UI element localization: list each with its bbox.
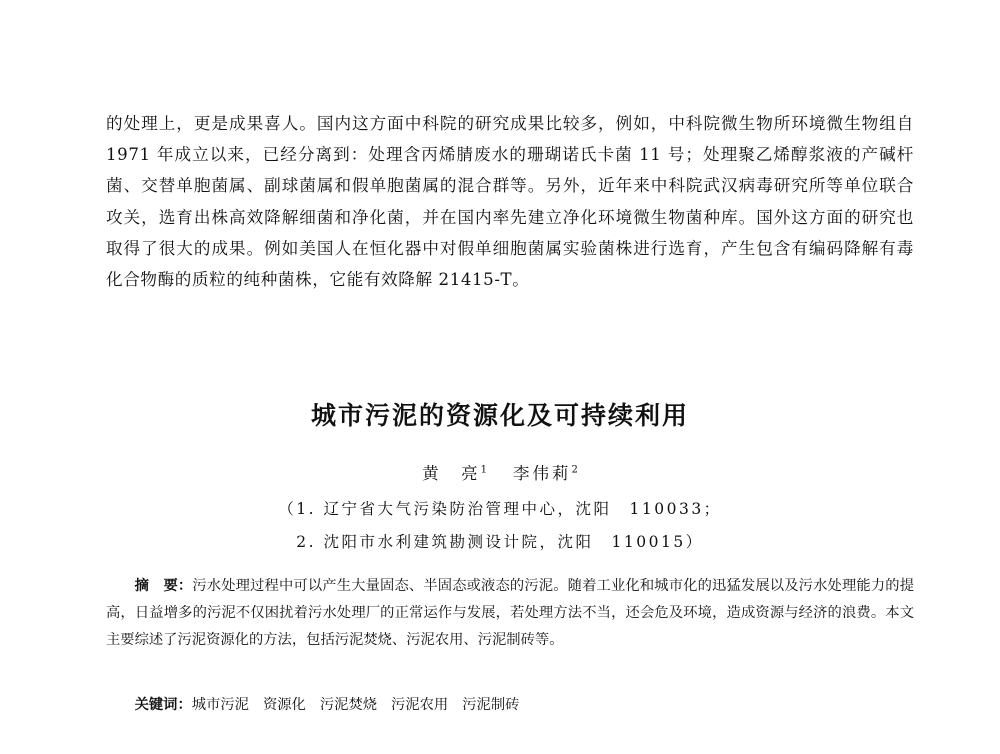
author-name: 李伟莉 xyxy=(513,464,572,483)
previous-section-paragraph: 的处理上，更是成果喜人。国内这方面中科院的研究成果比较多，例如，中科院微生物所环境微生物组自 1971 年成立以来，已经分离到：处理含丙烯腈废水的珊瑚诺氏卡菌 11 号；处理聚乙烯醇浆液的产碱杆菌、交替单胞菌属、副球菌属和假单胞菌属的混合群等。另外，近年来中科院武汉病毒研究所等单位联合攻关，选育出株高效降解细菌和净化菌，并在国内率先建立净化环境微生物菌种库。国外这方面的研究也取得了很大的成果。例如美国人在恒化器中对假单细胞菌属实验菌株进行选育，产生包含有编码降解有毒化合物酶的质粒的纯种菌株，它能有效降解 21415-T。 xyxy=(106,114,914,290)
affiliation-2: 2. 沈阳市水利建筑勘测设计院，沈阳 110015） xyxy=(296,533,704,551)
keywords-label: 关键词： xyxy=(134,697,192,713)
abstract-label: 摘 要： xyxy=(134,578,193,594)
article-title: 城市污泥的资源化及可持续利用 xyxy=(310,401,689,430)
author-affiliation-marker: 1 xyxy=(480,464,487,476)
author-name: 黄 亮 xyxy=(422,464,481,483)
abstract xyxy=(106,573,914,654)
author-affiliation-marker: 2 xyxy=(571,464,578,476)
affiliation-1: （1. 辽宁省大气污染防治管理中心，沈阳 110033； xyxy=(278,500,722,518)
keyword: 资源化 xyxy=(262,697,306,713)
keyword: 污泥焚烧 xyxy=(319,697,378,713)
abstract-text: 污水处理过程中可以产生大量固态、半固态或液态的污泥。随着工业化和城市化的迅猛发展以及污水处理能力的提高，日益增多的污泥不仅困扰着污水处理厂的正常运作与发展，若处理方法不当，还会危及环境，造成资源与经济的浪费。本文主要综述了污泥资源化的方法，包括污泥焚烧、污泥农用、污泥制砖等。 xyxy=(106,578,915,648)
keyword: 污泥农用 xyxy=(391,697,449,713)
keyword: 污泥制砖 xyxy=(462,697,520,713)
author-line xyxy=(0,460,1000,484)
keywords xyxy=(106,694,914,714)
keyword: 城市污泥 xyxy=(191,697,249,713)
